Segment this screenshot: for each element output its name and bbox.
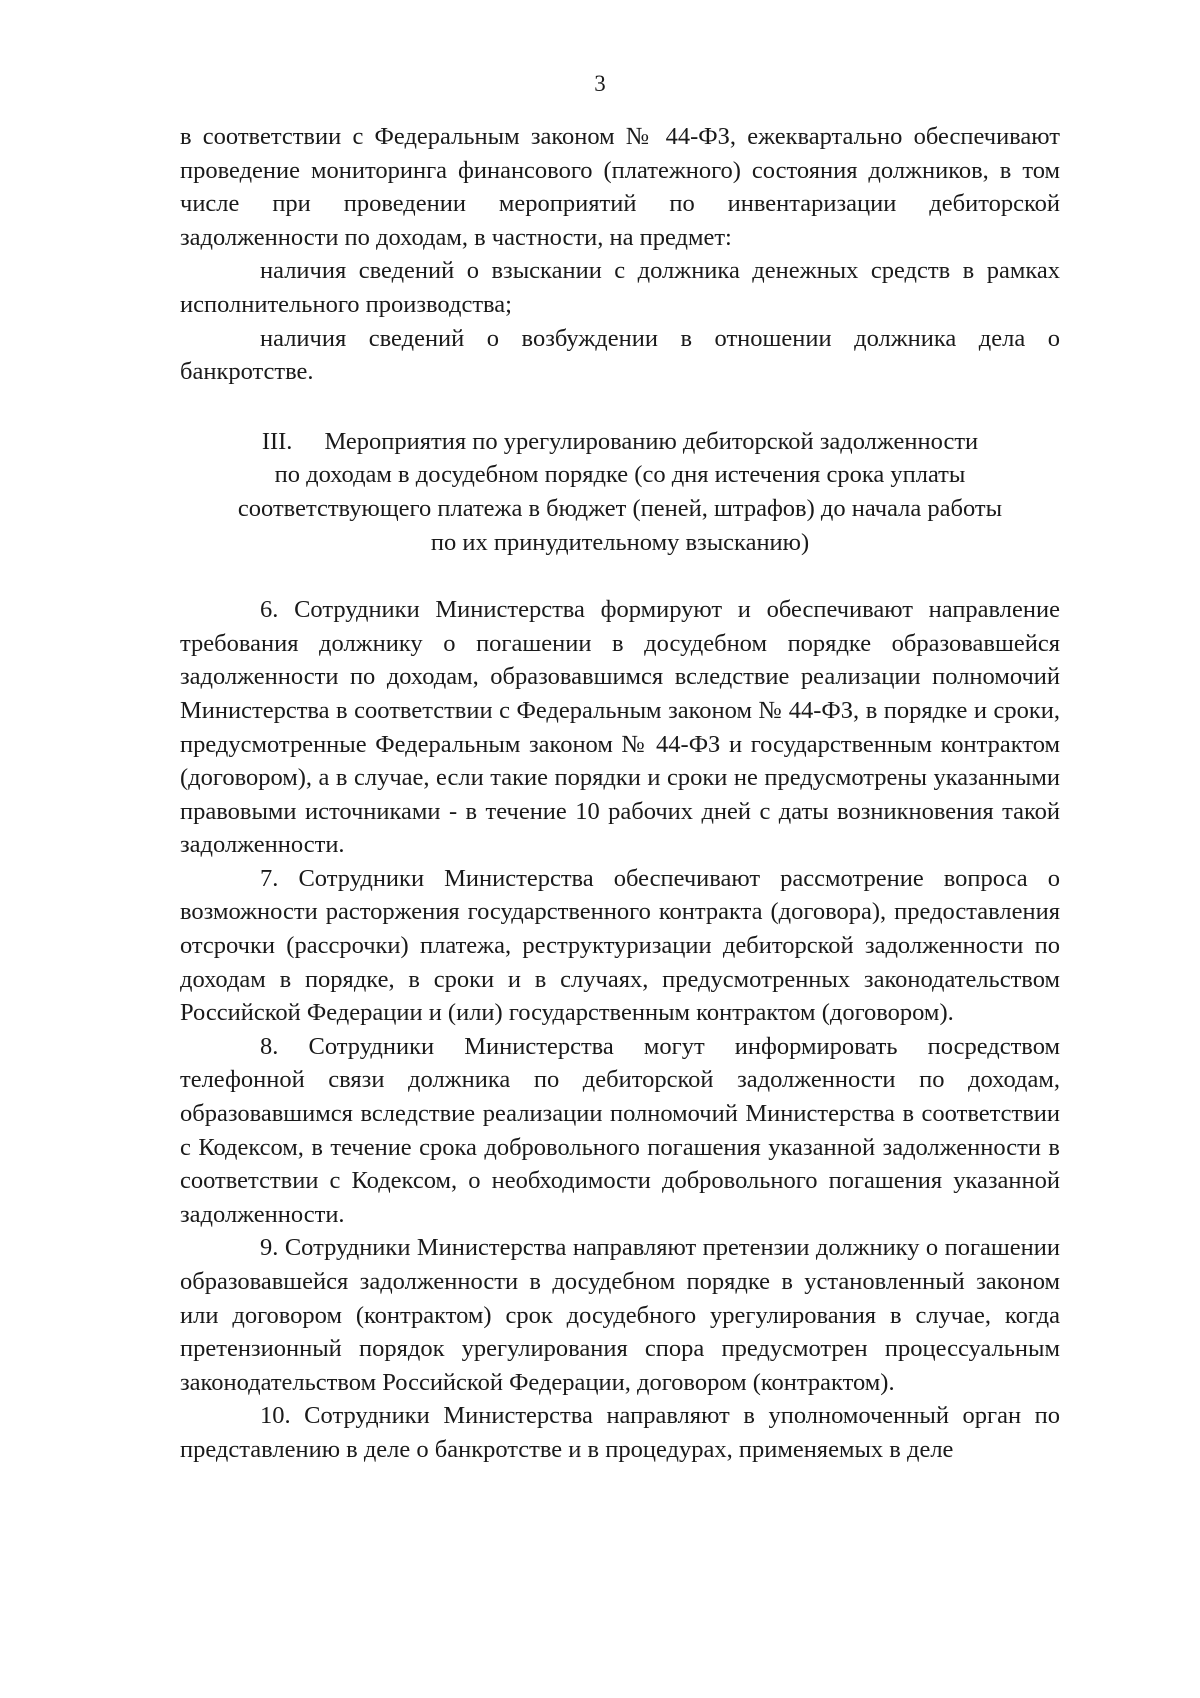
clause-10: 10. Сотрудники Министерства направляют в уполномоченный орган по представлению в деле о банкротстве и в процедурах, применяемых в деле: [180, 1402, 1060, 1463]
clause-6: 6. Сотрудники Министерства формируют и обеспечивают направление требования должнику о погашении в досудебном порядке образовавшейся задолженности по доходам, образовавшимся вследствие реализации полномочий Министерства в соответствии с Федеральным законом № 44-ФЗ, в порядке и сроки, предусмотренные Федеральным законом № 44-ФЗ и государственным контрактом (договором), а в случае, если такие порядки и сроки не предусмотрены указанными правовыми источниками - в течение 10 рабочих дней с даты возникновения такой задолженности.: [180, 596, 1060, 859]
section-heading: [180, 425, 1060, 559]
intro-item-bankruptcy: наличия сведений о возбуждении в отношении должника дела о банкротстве.: [180, 324, 1060, 386]
section-heading-line-4: по их принудительному взысканию): [430, 528, 810, 556]
intro-item-enforcement: наличия сведений о взыскании с должника денежных средств в рамках исполнительного производства;: [180, 257, 1060, 318]
clause-8: 8. Сотрудники Министерства могут информировать посредством телефонной связи должника по дебиторской задолженности по доходам, образовавшимся вследствие реализации полномочий Министерства в соответствии с Кодексом, в течение срока добровольного погашения указанной задолженности в соответствии с Кодексом, о необходимости добровольного погашения указанной задолженности.: [180, 1032, 1060, 1228]
document-body: [180, 120, 1060, 1467]
section-numeral: III.: [261, 427, 293, 455]
intro-paragraph: в соответствии с Федеральным законом № 44-ФЗ, ежеквартально обеспечивают проведение мониторинга финансового (платежного) состояния должников, в том числе при проведении мероприятий по инвентаризации дебиторской задолженности по доходам, в частности, на предмет:: [180, 123, 1060, 251]
page-number: 3: [594, 71, 606, 96]
section-heading-line-2: по доходам в досудебном порядке (со дня истечения срока уплаты: [274, 461, 966, 489]
clause-7: 7. Сотрудники Министерства обеспечивают рассмотрение вопроса о возможности расторжения государственного контракта (договора), предоставления отсрочки (рассрочки) платежа, реструктуризации дебиторской задолженности по доходам в порядке, в сроки и в случаях, предусмотренных законодательством Российской Федерации и (или) государственным контрактом (договором).: [180, 864, 1060, 1027]
section-heading-line-3: соответствующего платежа в бюджет (пеней, штрафов) до начала работы: [237, 494, 1003, 522]
section-title-part-1: Мероприятия по урегулированию дебиторской задолженности: [324, 427, 979, 455]
clause-9: 9. Сотрудники Министерства направляют претензии должнику о погашении образовавшейся задолженности в досудебном порядке в установленный законом или договором (контрактом) срок досудебного урегулирования в случае, когда претензионный порядок урегулирования спора предусмотрен процессуальным законодательством Российской Федерации, договором (контрактом).: [180, 1234, 1060, 1396]
section-heading-line-1: [180, 425, 1060, 459]
